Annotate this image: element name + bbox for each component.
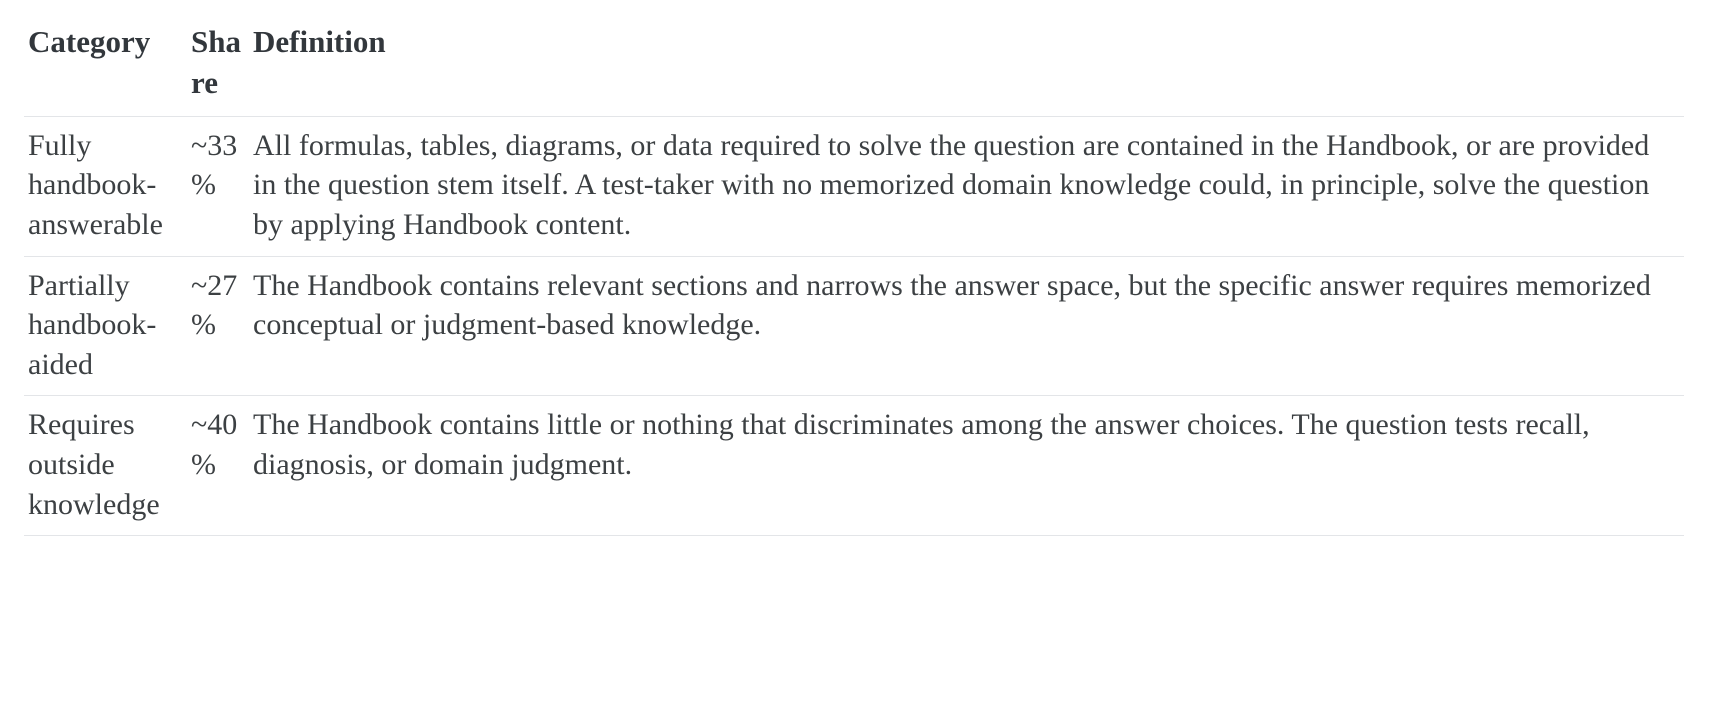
table-body (24, 116, 1684, 535)
cell-category: Requires outside knowledge (28, 408, 160, 521)
category-definition-table (24, 14, 1684, 536)
cell-share: ~33% (191, 128, 238, 202)
cell-category: Fully handbook-answerable (28, 128, 163, 241)
column-header-category: Category (28, 24, 151, 59)
table-header (24, 14, 1684, 116)
table-header-row (24, 14, 1684, 116)
table-row (24, 256, 1684, 396)
cell-category: Partially handbook-aided (28, 268, 157, 381)
cell-share: ~40% (191, 408, 238, 481)
table-row (24, 116, 1684, 256)
cell-definition: The Handbook contains relevant sections and narrows the answer space, but the specific answer requires memorized conceptual or judgment-based knowledge. (253, 268, 1651, 342)
cell-definition: All formulas, tables, diagrams, or data required to solve the question are contained in the Handbook, or are provided in the question stem itself. A test-taker with no memorized domain knowledge could, in principle, solve the question by applying Handbook content. (253, 128, 1650, 241)
table-row (24, 396, 1684, 536)
column-header-definition: Definition (253, 24, 386, 59)
column-header-share: Share (191, 24, 241, 100)
cell-definition: The Handbook contains little or nothing that discriminates among the answer choices. The question tests recall, diagnosis, or domain judgment. (253, 408, 1590, 481)
cell-share: ~27% (191, 268, 238, 342)
